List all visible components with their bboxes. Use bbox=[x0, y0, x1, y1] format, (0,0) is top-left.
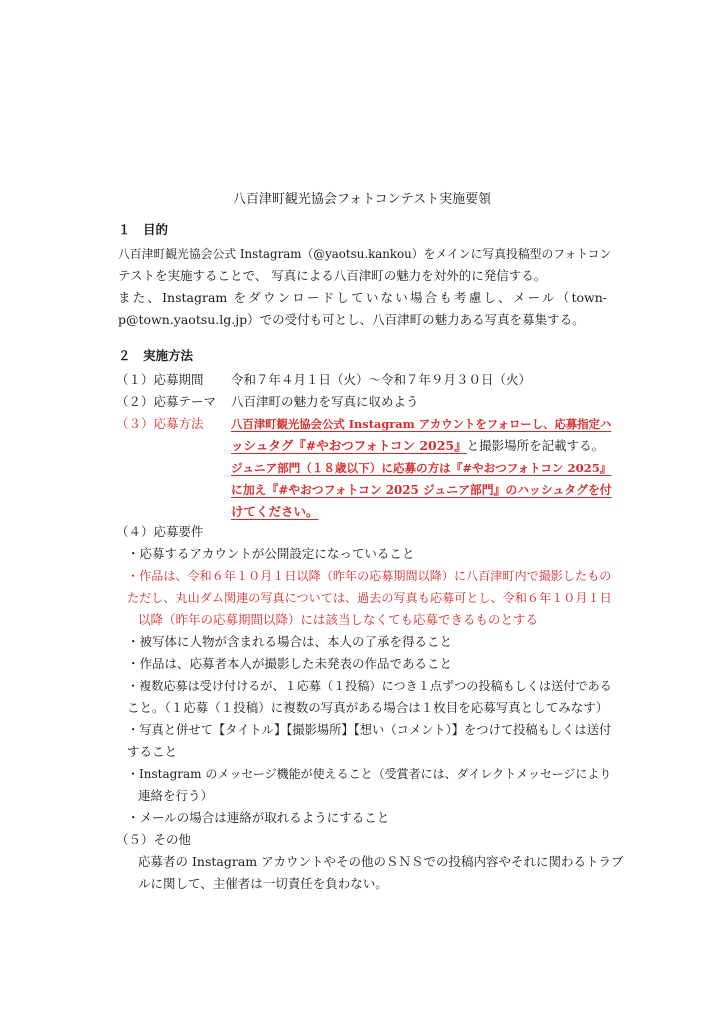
section1-line: また、Instagram をダウンロードしていない場合も考慮し、メール（town- bbox=[118, 290, 607, 305]
method-line: 八百津町観光協会公式 Instagram アカウントをフォローし、応募指定ハ bbox=[231, 417, 612, 431]
requirement-item: すること bbox=[127, 744, 178, 759]
requirement-item: ・メールの場合は連絡が取れるようにすること bbox=[127, 810, 390, 825]
method-line-tail: と撮影場所を記載する。 bbox=[466, 438, 605, 453]
other-line: ルに関して、主催者は一切責任を負わない。 bbox=[138, 876, 388, 891]
requirement-item: ・作品は、応募者本人が撮影した未発表の作品であること bbox=[127, 656, 453, 671]
requirement-item: 以降（昨年の応募期間以降）には該当しなくても応募できるものとする bbox=[138, 612, 539, 627]
section1-line: テストを実施することで、 写真による八百津町の魅力を対外的に発信する。 bbox=[118, 268, 547, 283]
period-value: 令和７年４月１日（火）～令和７年９月３０日（火） bbox=[231, 372, 532, 387]
section1-line: p@town.yaotsu.lg.jp）での受付も可とし、八百津町の魅力ある写真を募集する。 bbox=[118, 312, 585, 327]
requirement-item: ・作品は、令和６年１０月１日以降（昨年の応募期間以降）に八百津町内で撮影したもの bbox=[127, 569, 612, 583]
requirement-item: ・応募するアカウントが公開設定になっていること bbox=[127, 546, 415, 561]
method-line-wrap bbox=[231, 438, 604, 454]
section1-heading: １ 目的 bbox=[118, 222, 169, 237]
other-line: 応募者の Instagram アカウントやその他のＳＮＳでの投稿内容やそれに関わるトラブ bbox=[138, 854, 624, 869]
requirement-item: ・被写体に人物が含まれる場合は、本人の了承を得ること bbox=[127, 634, 453, 649]
page-title: 八百津町観光協会フォトコンテスト実施要領 bbox=[232, 192, 492, 207]
method-hashtag: ッシュタグ『#やおつフォトコン 2025』 bbox=[231, 438, 467, 453]
method-line: に加え『#やおつフォトコン 2025 ジュニア部門』のハッシュタグを付 bbox=[231, 483, 612, 497]
method-label: （３）応募方法 bbox=[116, 416, 204, 431]
section1-line: 八百津町観光協会公式 Instagram（@yaotsu.kankou）をメインに写真投稿型のフォトコン bbox=[118, 247, 612, 261]
requirement-item: 連絡を行う） bbox=[138, 788, 214, 803]
requirements-label: （４）応募要件 bbox=[116, 524, 204, 539]
other-label: （５）その他 bbox=[116, 832, 192, 847]
period-label: （１）応募期間 bbox=[116, 372, 204, 387]
theme-label: （２）応募テーマ bbox=[116, 394, 217, 409]
requirement-item: ・Instagram のメッセージ機能が使えること（受賞者には、ダイレクトメッセージにより bbox=[127, 767, 612, 781]
theme-value: 八百津町の魅力を写真に収めよう bbox=[231, 394, 419, 409]
requirement-item: ・写真と併せて【タイトル】【撮影場所】【想い（コメント）】をつけて投稿もしくは送付 bbox=[127, 723, 612, 737]
method-line: けてください。 bbox=[231, 504, 319, 519]
requirement-item: こと。（１応募（１投稿）に複数の写真がある場合は１枚目を応募写真としてみなす） bbox=[127, 700, 609, 715]
method-line: ジュニア部門（１８歳以下）に応募の方は『#やおつフォトコン 2025』 bbox=[231, 461, 612, 475]
requirement-item: ただし、丸山ダム関連の写真については、過去の写真も応募可とし、令和６年１０月１日 bbox=[127, 591, 612, 605]
requirement-item: ・複数応募は受け付けるが、１応募（１投稿）につき１点ずつの投稿もしくは送付である bbox=[127, 679, 612, 693]
section2-heading: ２ 実施方法 bbox=[118, 348, 194, 363]
